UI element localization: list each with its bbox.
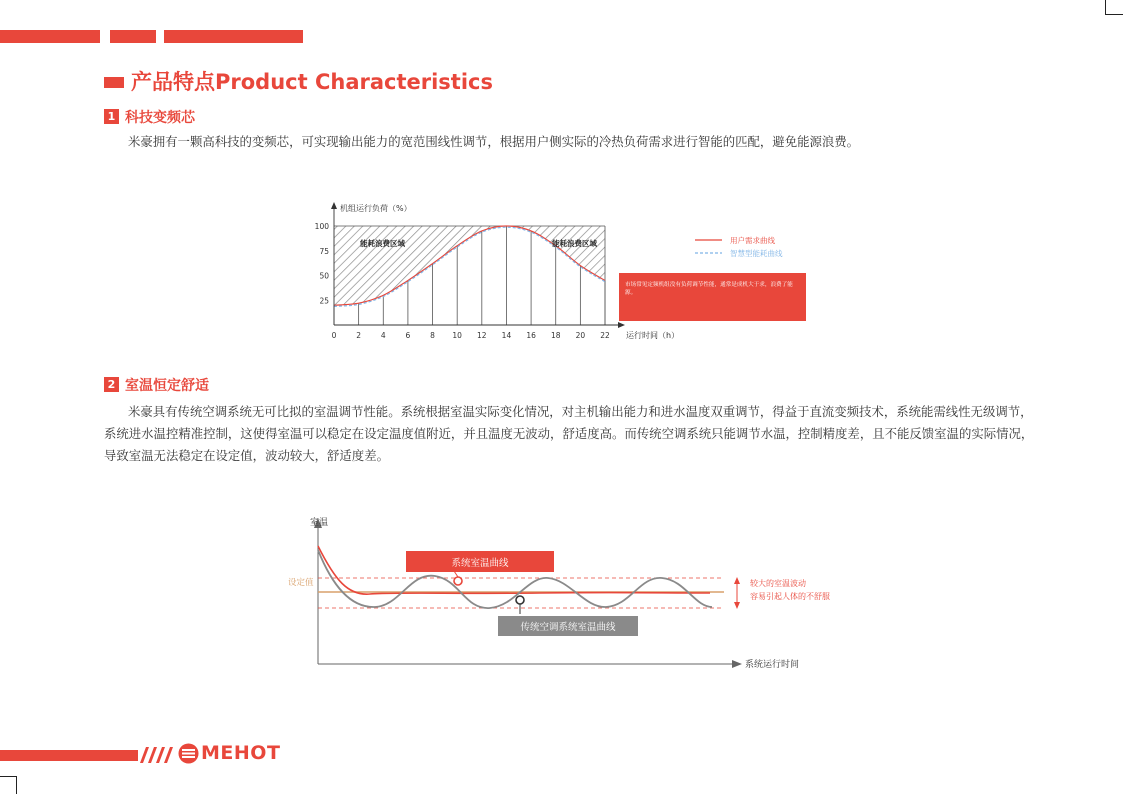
page-title: 产品特点Product Characteristics <box>131 70 493 94</box>
section-paragraph: 米豪具有传统空调系统无可比拟的室温调节性能。系统根据室温实际变化情况，对主机输出能力和进水温度双重调节，得益于直流变频技术，系统能需线性无级调节，系统进水温控精准控制，这使得室温可以稳定在设定温度值附近，并且温度无波动，舒适度高。而传统空调系统只能调节水温，控制精度差，且不能反馈室温的实际情况，导致室温无法稳定在设定值，波动较大，舒适度差。 <box>104 404 1034 463</box>
x-tick-label: 16 <box>526 331 536 340</box>
y-tick-label: 25 <box>319 296 329 306</box>
setpoint-label: 设定值 <box>288 578 314 588</box>
y-tick-label: 75 <box>319 246 329 256</box>
section-title: 科技变频芯 <box>125 110 195 126</box>
y-axis-label: 室温 <box>310 518 329 528</box>
section-title: 室温恒定舒适 <box>125 378 209 394</box>
traditional-curve-label: 传统空调系统室温曲线 <box>520 622 616 633</box>
section-number: 1 <box>104 109 119 124</box>
y-tick-label: 50 <box>319 271 329 281</box>
x-tick-label: 0 <box>331 331 337 340</box>
x-tick-label: 12 <box>477 331 487 340</box>
x-tick-label: 2 <box>356 331 362 340</box>
x-axis-arrow-icon <box>732 660 742 668</box>
x-tick-label: 10 <box>452 331 462 340</box>
x-tick-label: 20 <box>575 331 586 340</box>
footer-accent-bar <box>0 750 138 761</box>
note-box <box>619 273 806 321</box>
traditional-curve-marker <box>516 596 524 604</box>
frame-line <box>0 776 17 777</box>
x-tick-label: 4 <box>380 331 386 340</box>
frame-line <box>1105 0 1106 14</box>
room-temp-chart <box>280 510 850 680</box>
top-accent-bar <box>0 30 100 43</box>
x-axis-label: 运行时间（h） <box>626 331 680 340</box>
note-text: 市场常见定频机组没有负荷调节性能，通常是成机大于求，浪费了能源。 <box>625 282 793 296</box>
title-marker <box>104 77 124 88</box>
x-tick-label: 8 <box>430 331 435 340</box>
x-axis-arrow-icon <box>618 322 625 328</box>
section-paragraph: 米豪拥有一颗高科技的变频芯，可实现输出能力的宽范围线性调节，根据用户侧实际的冷热负荷需求进行智能的匹配，避免能源浪费。 <box>128 134 860 149</box>
brand-name: MEHOT <box>201 742 281 764</box>
system-curve-marker <box>454 577 462 585</box>
y-axis-arrow-icon <box>331 202 337 209</box>
fluctuation-note: 容易引起人体的不舒服 <box>750 592 830 601</box>
x-tick-label: 22 <box>600 331 610 340</box>
brand-logo-icon <box>178 743 199 764</box>
x-tick-label: 14 <box>501 331 512 340</box>
waste-region-label: 能耗浪费区域 <box>360 239 405 248</box>
y-tick-label: 100 <box>314 222 329 231</box>
top-accent-bar <box>110 30 156 43</box>
frame-line <box>16 776 17 794</box>
x-tick-label: 18 <box>550 331 561 340</box>
fluctuation-note: 较大的室温波动 <box>750 579 806 588</box>
y-axis-label: 机组运行负荷（%） <box>340 204 412 213</box>
section-number: 2 <box>104 377 119 392</box>
x-tick-label: 6 <box>405 331 411 340</box>
frame-line <box>1105 14 1123 15</box>
range-arrow-down-icon <box>734 602 740 609</box>
system-curve-label: 系统室温曲线 <box>451 558 509 569</box>
legend-label: 智慧型能耗曲线 <box>730 249 783 258</box>
top-accent-bar <box>164 30 303 43</box>
footer-slash-stripes <box>138 745 178 765</box>
x-axis-label: 系统运行时间 <box>745 660 800 670</box>
range-arrow-up-icon <box>734 577 740 584</box>
waste-region-label: 能耗浪费区域 <box>552 239 597 248</box>
legend-label: 用户需求曲线 <box>730 236 775 245</box>
